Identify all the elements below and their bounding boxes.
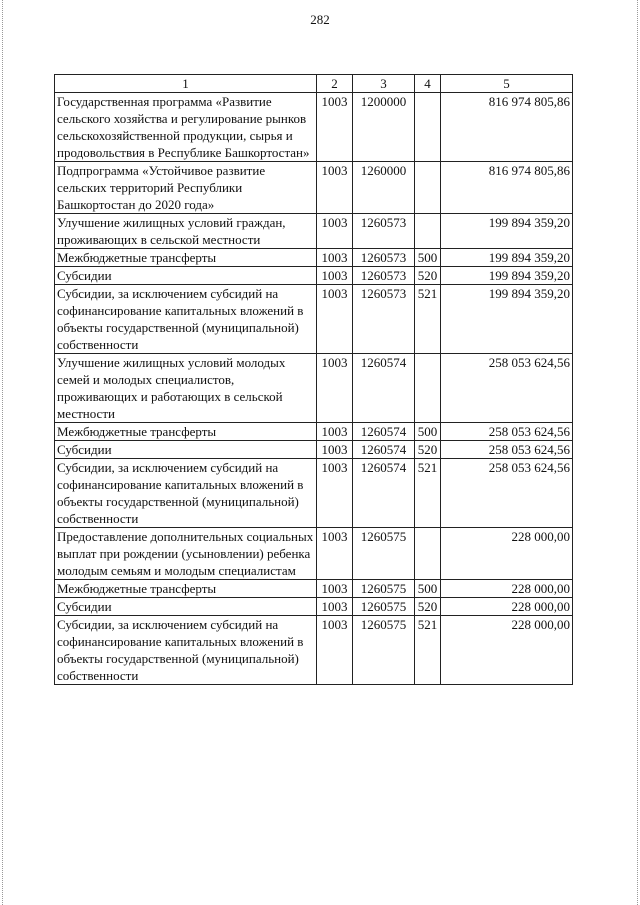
row-amount: 258 053 624,56 [441,441,573,459]
row-amount: 228 000,00 [441,528,573,580]
column-header-3: 3 [353,75,415,93]
table-row [55,354,573,423]
table-row [55,528,573,580]
scan-edge-right [637,0,639,905]
table-header-row [55,75,573,93]
row-section: 1003 [317,580,353,598]
row-section: 1003 [317,441,353,459]
row-type: 521 [415,285,441,354]
row-target: 1260575 [353,598,415,616]
column-header-1: 1 [55,75,317,93]
row-section: 1003 [317,354,353,423]
table-row [55,598,573,616]
row-section: 1003 [317,249,353,267]
table-row [55,93,573,162]
row-amount: 228 000,00 [441,580,573,598]
row-name: Межбюджетные трансферты [55,423,317,441]
row-name: Улучшение жилищных условий граждан, проживающих в сельской местности [55,214,317,249]
table-row [55,249,573,267]
row-section: 1003 [317,267,353,285]
column-header-4: 4 [415,75,441,93]
row-section: 1003 [317,459,353,528]
row-type: 500 [415,423,441,441]
row-section: 1003 [317,616,353,685]
table-row [55,441,573,459]
row-amount: 258 053 624,56 [441,354,573,423]
row-type: 520 [415,598,441,616]
row-target: 1260000 [353,162,415,214]
row-target: 1260574 [353,354,415,423]
row-name: Субсидии, за исключением субсидий на софинансирование капитальных вложений в объекты государственной (муниципальной) собственности [55,285,317,354]
row-name: Предоставление дополнительных социальных выплат при рождении (усыновлении) ребенка молодым семьям и молодым специалистам [55,528,317,580]
table-row [55,580,573,598]
row-target: 1200000 [353,93,415,162]
table-row [55,285,573,354]
row-section: 1003 [317,214,353,249]
row-name: Субсидии, за исключением субсидий на софинансирование капитальных вложений в объекты государственной (муниципальной) собственности [55,459,317,528]
row-amount: 199 894 359,20 [441,267,573,285]
row-name: Межбюджетные трансферты [55,249,317,267]
row-amount: 199 894 359,20 [441,214,573,249]
row-name: Субсидии [55,598,317,616]
row-type [415,93,441,162]
row-name: Государственная программа «Развитие сельского хозяйства и регулирование рынков сельскохозяйственной продукции, сырья и продовольствия в Республике Башкортостан» [55,93,317,162]
row-section: 1003 [317,93,353,162]
page-number: 282 [310,12,330,27]
row-type: 520 [415,267,441,285]
row-type: 500 [415,249,441,267]
row-section: 1003 [317,598,353,616]
row-target: 1260573 [353,214,415,249]
row-amount: 258 053 624,56 [441,423,573,441]
column-header-5: 5 [441,75,573,93]
row-type: 521 [415,459,441,528]
row-target: 1260573 [353,267,415,285]
row-target: 1260575 [353,528,415,580]
row-name: Субсидии [55,267,317,285]
row-name: Улучшение жилищных условий молодых семей и молодых специалистов, проживающих и работающих в сельской местности [55,354,317,423]
row-type: 520 [415,441,441,459]
table-row [55,162,573,214]
table-row [55,616,573,685]
row-target: 1260574 [353,423,415,441]
row-target: 1260575 [353,580,415,598]
row-type: 500 [415,580,441,598]
table-row [55,459,573,528]
row-section: 1003 [317,285,353,354]
row-name: Подпрограмма «Устойчивое развитие сельских территорий Республики Башкортостан до 2020 года» [55,162,317,214]
row-amount: 816 974 805,86 [441,93,573,162]
row-target: 1260573 [353,285,415,354]
row-type [415,528,441,580]
scan-edge-left [2,0,4,905]
row-section: 1003 [317,423,353,441]
row-amount: 199 894 359,20 [441,249,573,267]
row-amount: 228 000,00 [441,616,573,685]
row-section: 1003 [317,162,353,214]
column-header-2: 2 [317,75,353,93]
row-amount: 228 000,00 [441,598,573,616]
row-section: 1003 [317,528,353,580]
row-amount: 199 894 359,20 [441,285,573,354]
row-name: Субсидии [55,441,317,459]
row-target: 1260575 [353,616,415,685]
row-target: 1260574 [353,441,415,459]
row-type [415,162,441,214]
row-target: 1260573 [353,249,415,267]
table-row [55,267,573,285]
row-amount: 816 974 805,86 [441,162,573,214]
row-type [415,354,441,423]
table-row [55,214,573,249]
row-amount: 258 053 624,56 [441,459,573,528]
row-name: Субсидии, за исключением субсидий на софинансирование капитальных вложений в объекты государственной (муниципальной) собственности [55,616,317,685]
row-target: 1260574 [353,459,415,528]
table-row [55,423,573,441]
row-name: Межбюджетные трансферты [55,580,317,598]
budget-table [54,74,573,685]
row-type: 521 [415,616,441,685]
row-type [415,214,441,249]
